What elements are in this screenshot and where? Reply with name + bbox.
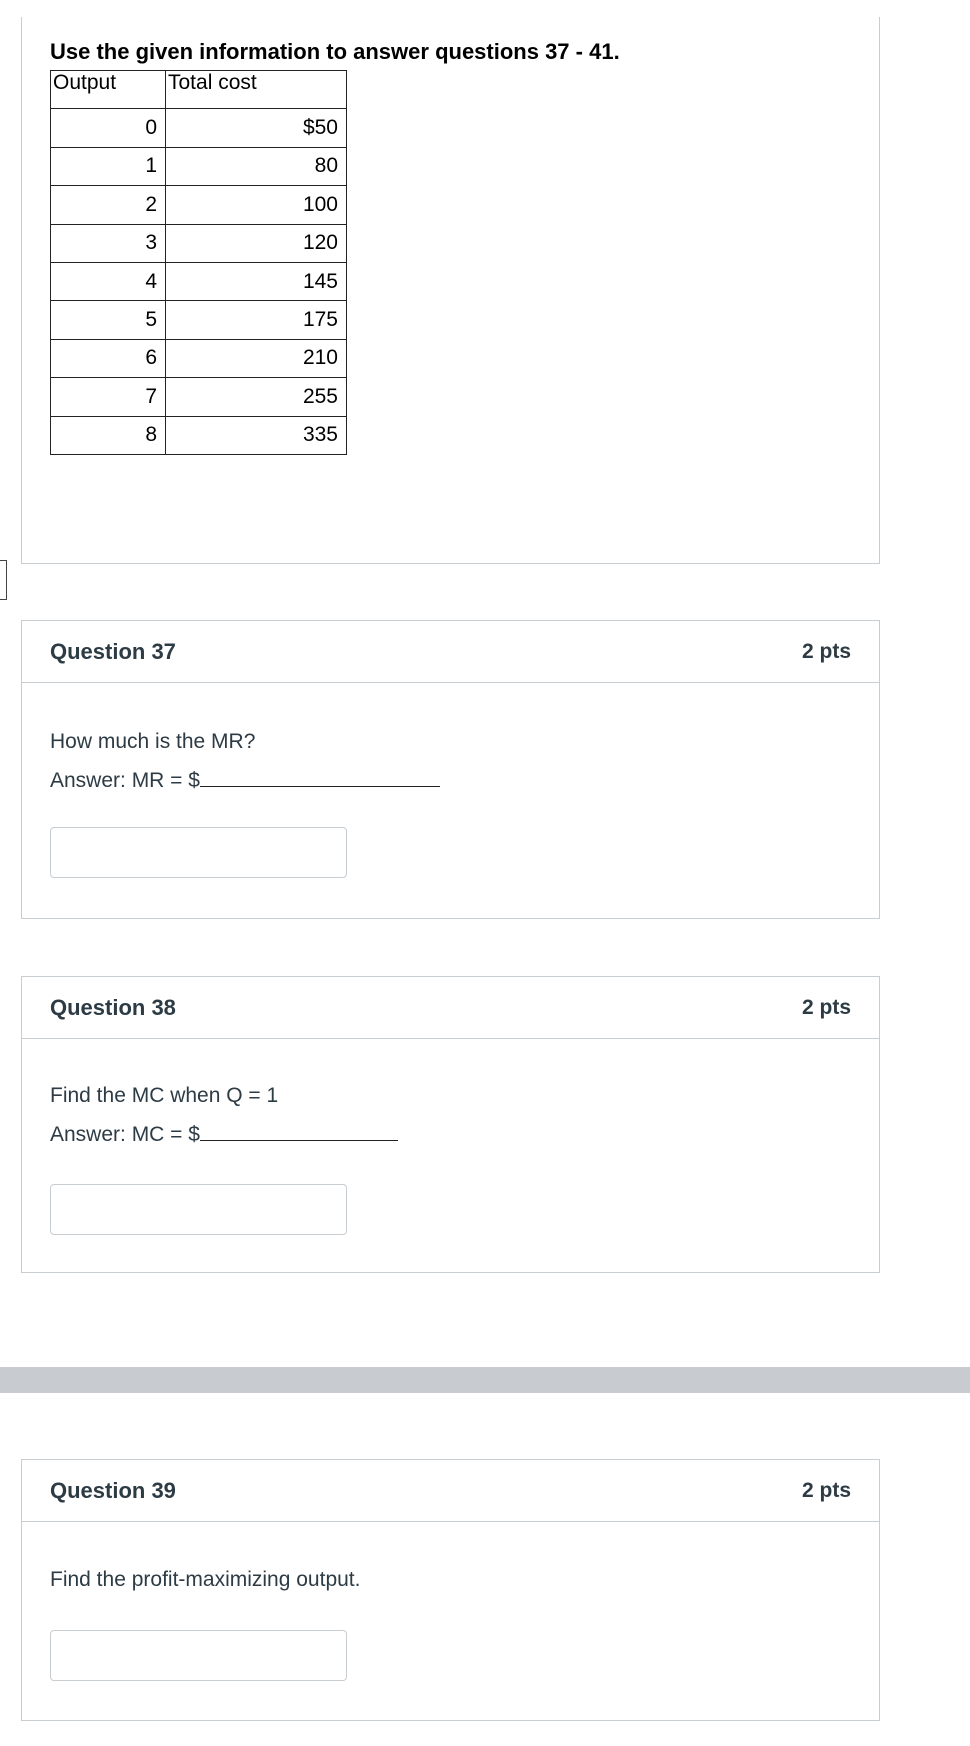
output-cell: 3 [51,224,166,262]
question-header [22,621,879,683]
question-text: How much is the MR? [50,730,256,753]
question-points: 2 pts [801,1478,851,1502]
table-row [51,416,347,454]
table-row [51,301,347,339]
question-header [22,977,879,1039]
total-cost-cell: 175 [166,301,347,339]
answer-input[interactable] [50,1184,347,1235]
total-cost-cell: 120 [166,224,347,262]
question-header [22,1460,879,1522]
question-points: 2 pts [801,995,851,1019]
total-cost-cell: 210 [166,339,347,377]
output-cell: 7 [51,378,166,416]
table-row [51,378,347,416]
total-cost-cell: 100 [166,186,347,224]
question-title: Question 39 [50,1477,176,1503]
cost-table [50,70,347,455]
section-divider [0,1367,970,1393]
table-row [51,186,347,224]
header-total-cost: Total cost [166,71,347,109]
answer-line [50,767,440,793]
output-cell: 6 [51,339,166,377]
question-37-card [21,620,880,919]
answer-input[interactable] [50,1630,347,1681]
question-marker [0,560,7,600]
table-row [51,224,347,262]
info-title: Use the given information to answer questions 37 - 41. [50,39,620,64]
table-header-row [51,71,347,109]
output-cell: 8 [51,416,166,454]
question-points: 2 pts [801,639,851,663]
answer-input[interactable] [50,827,347,878]
question-title: Question 38 [50,994,176,1020]
total-cost-cell: 145 [166,262,347,300]
answer-blank [200,767,440,787]
answer-label: Answer: MR = $ [50,769,200,792]
total-cost-cell: 255 [166,378,347,416]
output-cell: 5 [51,301,166,339]
question-38-card [21,976,880,1273]
header-output: Output [51,71,166,109]
question-text: Find the profit-maximizing output. [50,1568,361,1591]
question-text: Find the MC when Q = 1 [50,1084,279,1107]
total-cost-cell: 80 [166,147,347,185]
table-row [51,109,347,147]
total-cost-cell: 335 [166,416,347,454]
answer-blank [200,1121,398,1141]
output-cell: 4 [51,262,166,300]
table-row [51,262,347,300]
question-39-card [21,1459,880,1721]
info-card [21,17,880,564]
question-title: Question 37 [50,638,176,664]
table-row [51,147,347,185]
output-cell: 2 [51,186,166,224]
total-cost-cell: $50 [166,109,347,147]
output-cell: 0 [51,109,166,147]
answer-line [50,1121,398,1147]
output-cell: 1 [51,147,166,185]
answer-label: Answer: MC = $ [50,1123,200,1146]
table-row [51,339,347,377]
